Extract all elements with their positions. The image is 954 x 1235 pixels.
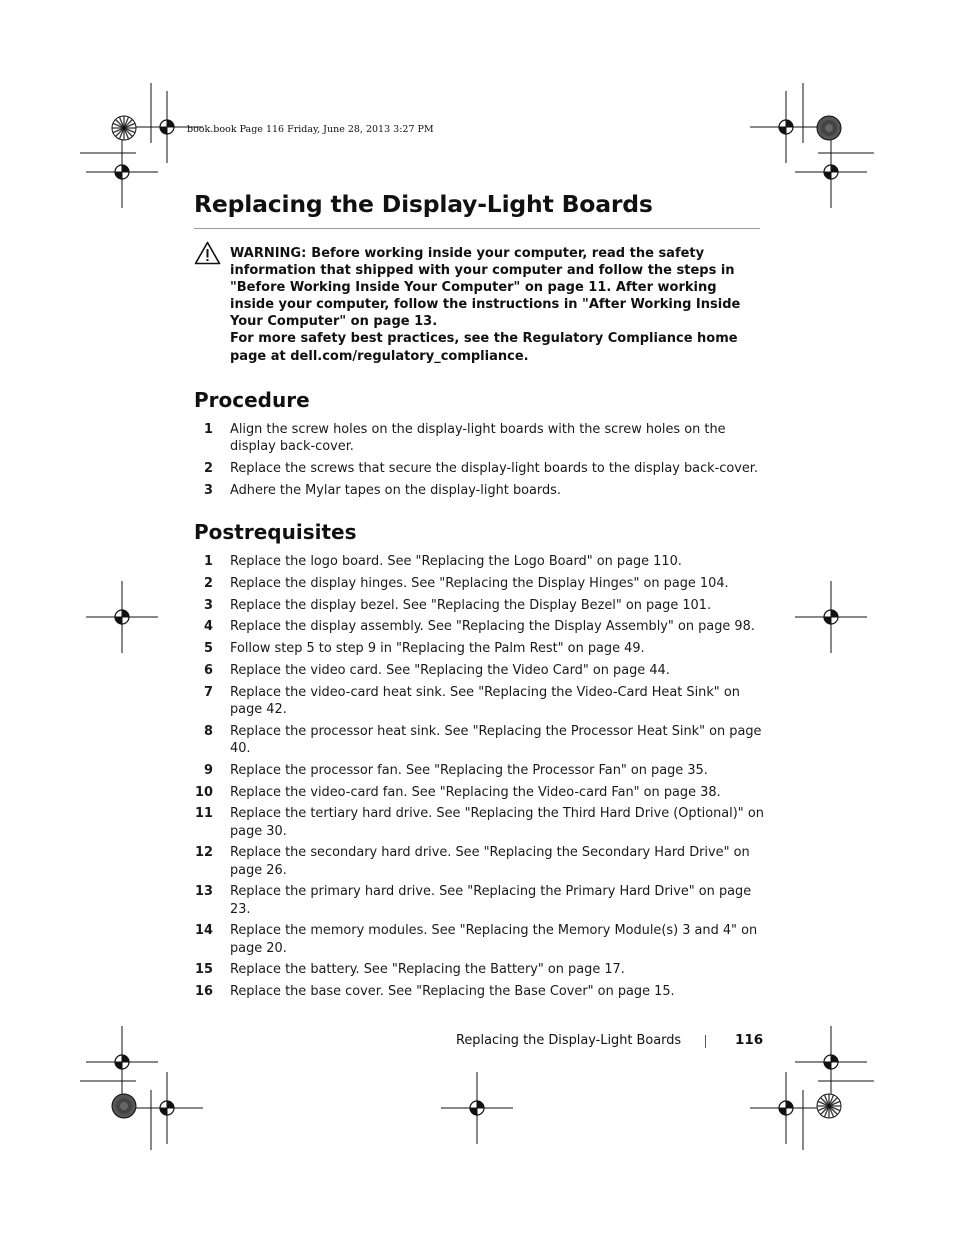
list-item: [194, 662, 766, 679]
footer-separator: [705, 1035, 706, 1048]
list-item: [194, 421, 766, 455]
list-item: [194, 575, 766, 592]
step-number: 3: [204, 482, 213, 498]
warning-notice: [230, 245, 765, 365]
warning-text: Before working inside your computer, read the safety information that shipped with your computer and follow the steps in "Before Working Inside Your Computer" on page 11. After working inside your computer, follow the instructions in "After Working Inside Your Computer" on page 13.: [230, 246, 741, 330]
warning-triangle-icon: [194, 241, 221, 265]
list-item: [194, 762, 766, 779]
step-number: 6: [204, 662, 213, 678]
postrequisites-steps: [194, 553, 766, 1005]
step-text: Replace the logo board. See "Replacing the Logo Board" on page 110.: [230, 554, 682, 569]
step-number: 14: [195, 923, 213, 939]
warning-label: WARNING:: [230, 246, 307, 261]
step-text: Replace the display assembly. See "Replacing the Display Assembly" on page 98.: [230, 619, 755, 635]
list-item: [194, 883, 766, 917]
step-text: Follow step 5 to step 9 in "Replacing the Palm Rest" on page 49.: [230, 641, 645, 657]
postrequisites-heading: Postrequisites: [194, 520, 357, 544]
step-number: 10: [195, 784, 213, 800]
step-text: Replace the processor fan. See "Replacing the Processor Fan" on page 35.: [230, 762, 708, 778]
list-item: [194, 961, 766, 978]
step-text: Replace the battery. See "Replacing the Battery" on page 17.: [230, 962, 625, 978]
step-number: 15: [195, 962, 213, 978]
step-text: Replace the video-card fan. See "Replacing the Video-card Fan" on page 38.: [230, 784, 721, 800]
page-title: Replacing the Display-Light Boards: [194, 190, 653, 218]
list-item: [194, 460, 766, 477]
page-number: 116: [735, 1032, 764, 1048]
step-number: 13: [195, 884, 213, 900]
step-text: Replace the base cover. See "Replacing the Base Cover" on page 15.: [230, 984, 675, 1000]
step-text: Align the screw holes on the display-light boards with the screw holes on the display back-cover.: [230, 422, 726, 455]
slug-line: book.book Page 116 Friday, June 28, 2013 3:27 PM: [187, 124, 434, 135]
list-item: [194, 597, 766, 614]
list-item: [194, 618, 766, 635]
step-number: 16: [195, 984, 213, 1000]
title-divider: [194, 228, 760, 229]
step-number: 8: [204, 723, 213, 739]
step-number: 2: [204, 575, 213, 591]
list-item: [194, 805, 766, 839]
step-text: Replace the video card. See "Replacing the Video Card" on page 44.: [230, 662, 670, 678]
step-number: 11: [195, 806, 213, 822]
step-number: 3: [204, 597, 213, 613]
list-item: [194, 684, 766, 718]
step-text: Replace the secondary hard drive. See "Replacing the Secondary Hard Drive" on page 26.: [230, 845, 750, 878]
list-item: [194, 640, 766, 657]
list-item: [194, 983, 766, 1000]
step-text: Replace the processor heat sink. See "Replacing the Processor Heat Sink" on page 40.: [230, 723, 762, 756]
footer-section-label: Replacing the Display-Light Boards: [456, 1033, 682, 1048]
step-text: Replace the primary hard drive. See "Replacing the Primary Hard Drive" on page 23.: [230, 884, 752, 917]
step-text: Replace the display bezel. See "Replacing the Display Bezel" on page 101.: [230, 597, 712, 613]
procedure-heading: Procedure: [194, 388, 310, 412]
step-text: Adhere the Mylar tapes on the display-light boards.: [230, 482, 561, 498]
list-item: [194, 784, 766, 801]
step-number: 1: [204, 422, 213, 437]
list-item: [194, 723, 766, 757]
warning-text-2: For more safety best practices, see the Regulatory Compliance home page at dell.com/regulatory_compliance.: [230, 331, 738, 364]
step-text: Replace the memory modules. See "Replacing the Memory Module(s) 3 and 4" on page 20.: [230, 923, 758, 956]
list-item: [194, 482, 766, 499]
step-number: 9: [204, 762, 213, 778]
step-number: 1: [204, 554, 213, 569]
list-item: [194, 922, 766, 956]
step-number: 2: [204, 461, 213, 476]
list-item: [194, 844, 766, 878]
step-text: Replace the tertiary hard drive. See "Replacing the Third Hard Drive (Optional)" on page 30.: [230, 806, 764, 839]
procedure-steps: [194, 421, 766, 504]
step-number: 7: [204, 684, 213, 700]
step-number: 5: [204, 641, 213, 657]
step-text: Replace the video-card heat sink. See "Replacing the Video-Card Heat Sink" on page 42.: [230, 684, 740, 717]
step-text: Replace the display hinges. See "Replacing the Display Hinges" on page 104.: [230, 575, 729, 591]
step-number: 4: [204, 619, 213, 635]
list-item: [194, 553, 766, 570]
step-text: Replace the screws that secure the display-light boards to the display back-cover.: [230, 461, 759, 476]
step-number: 12: [195, 845, 213, 861]
